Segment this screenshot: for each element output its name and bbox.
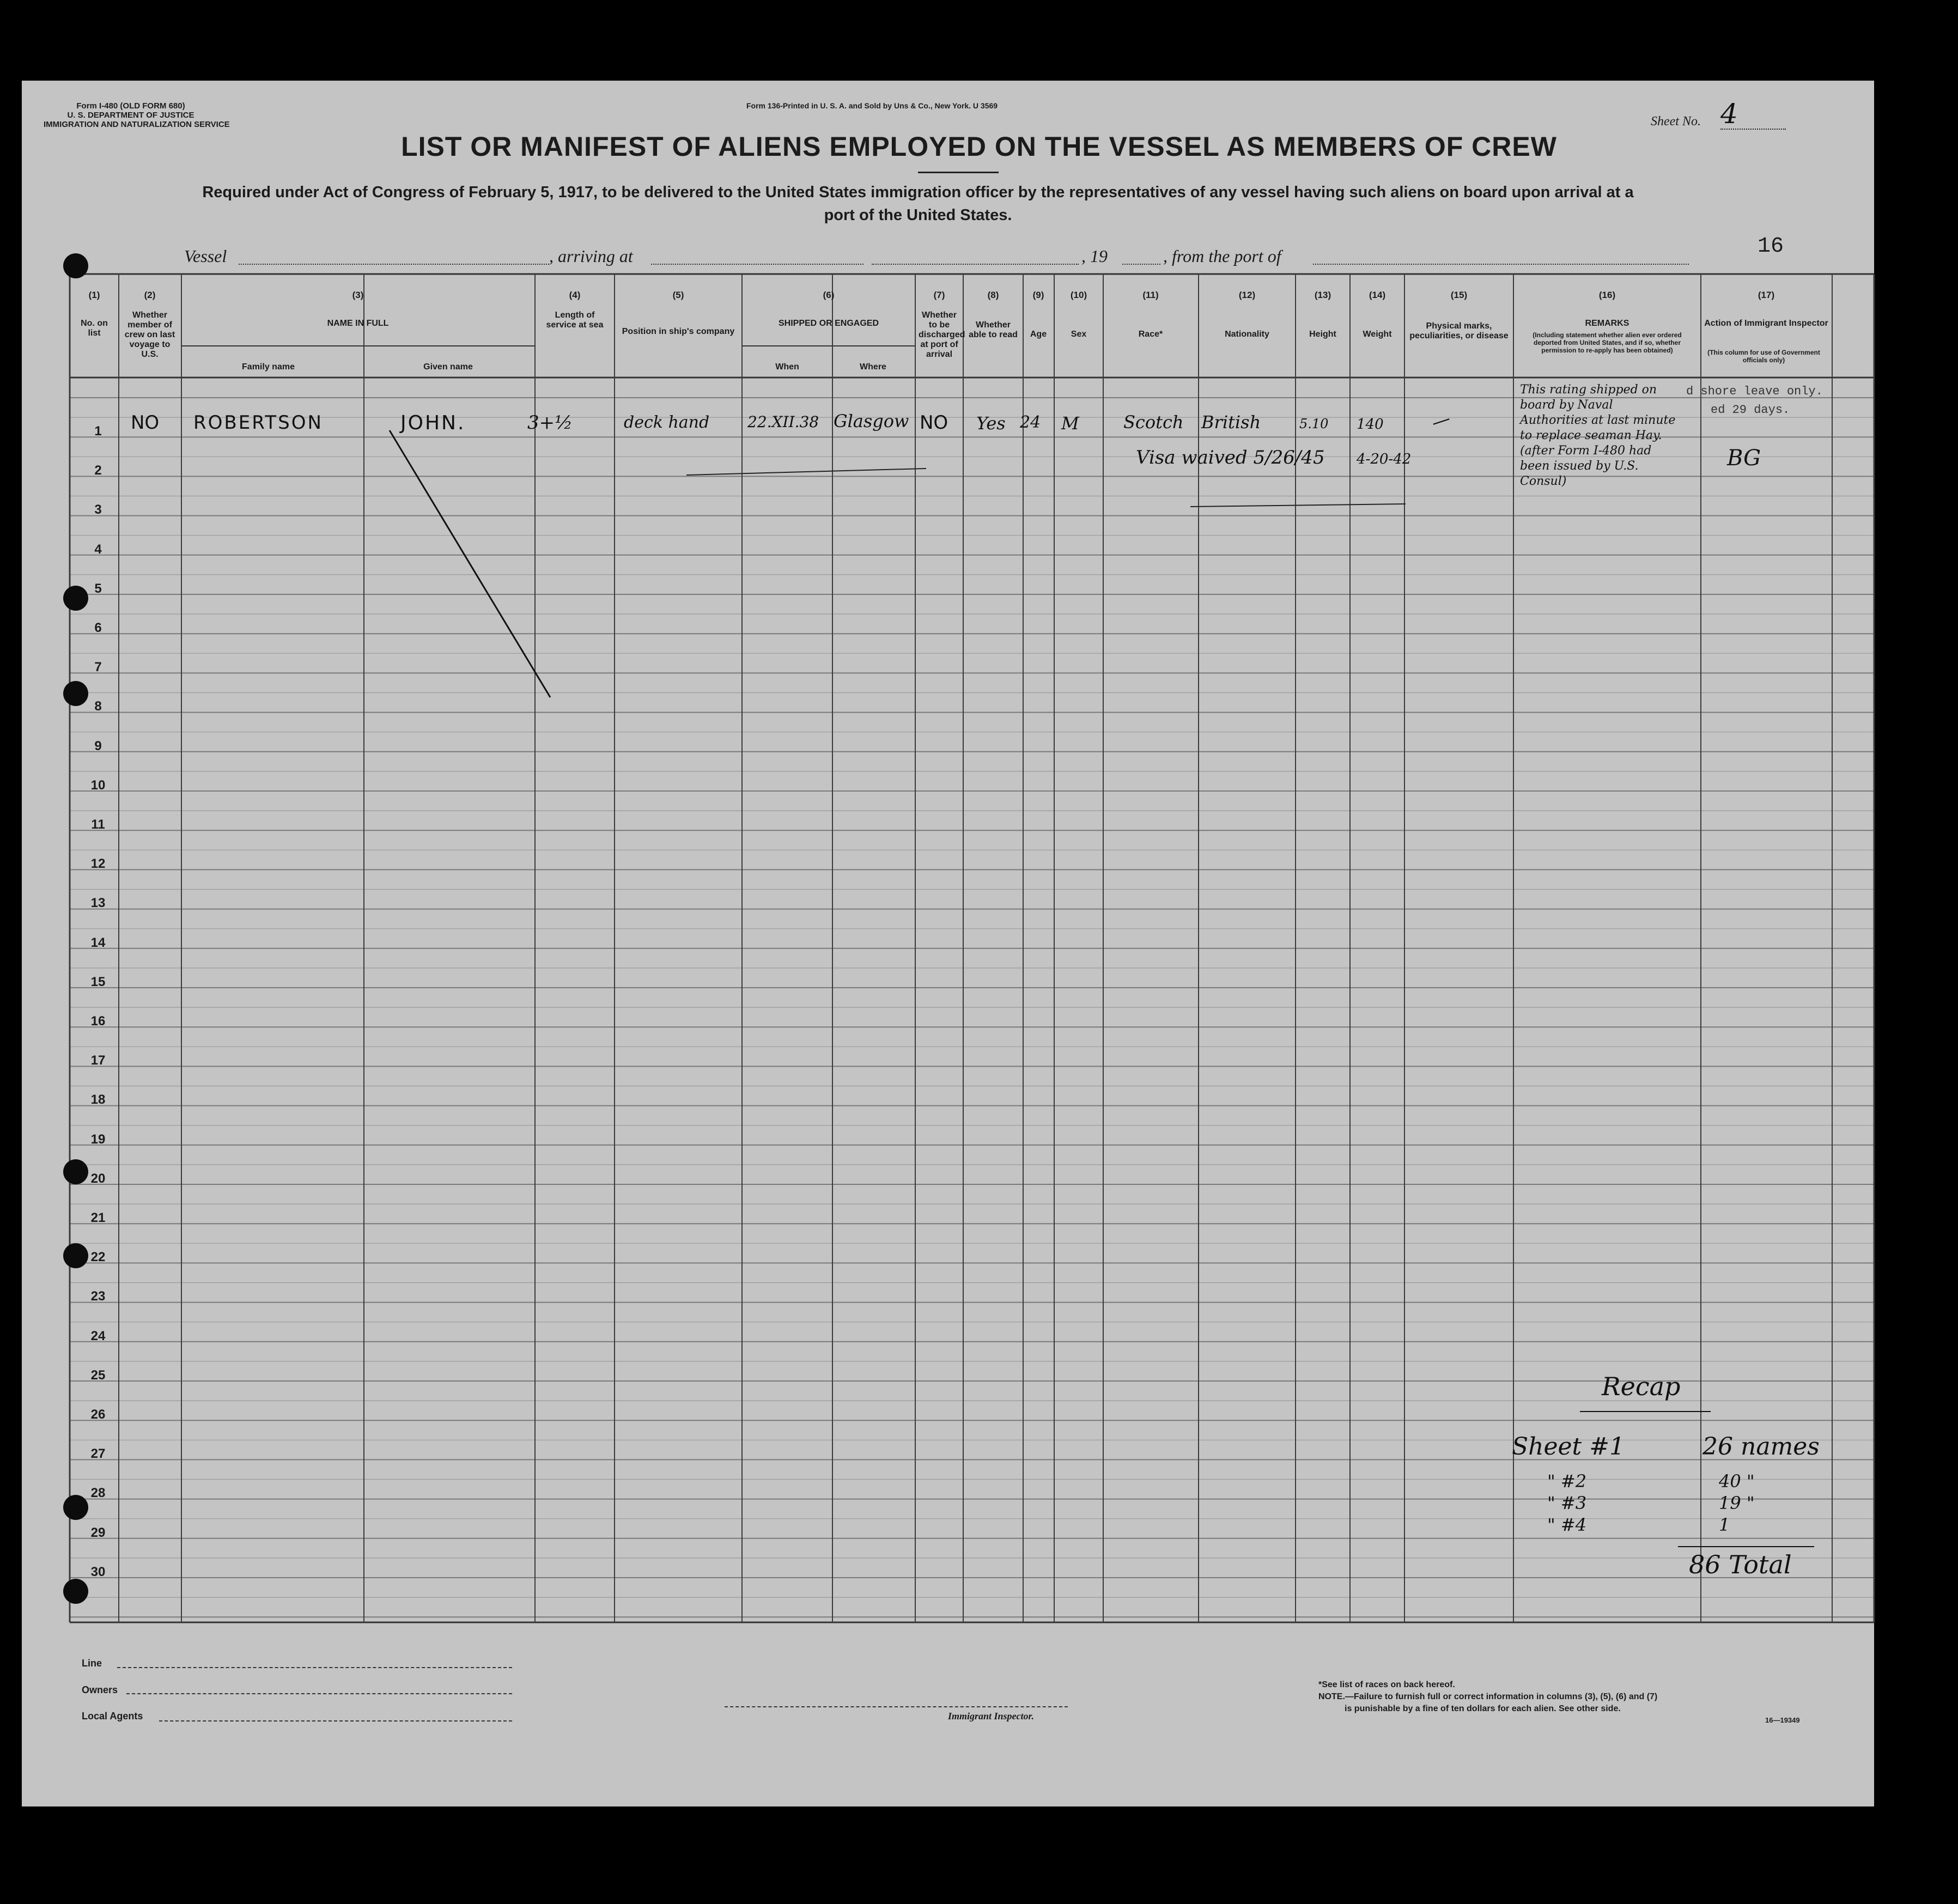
column-number: (2) bbox=[144, 290, 156, 300]
column-number: (7) bbox=[933, 290, 945, 300]
column-number: (14) bbox=[1369, 290, 1386, 300]
inspector-signature-label: Immigrant Inspector. bbox=[948, 1711, 1035, 1721]
row-number: 3 bbox=[94, 502, 102, 518]
recap-line-2-value: 40 " bbox=[1719, 1471, 1755, 1492]
department-name: U. S. DEPARTMENT OF JUSTICE bbox=[67, 111, 194, 120]
arrival-date-field bbox=[872, 264, 1079, 265]
entry-family-name: ROBERTSON bbox=[193, 412, 323, 434]
recap-line-3-label: " #3 bbox=[1547, 1493, 1587, 1513]
punch-hole bbox=[63, 1579, 88, 1604]
note-label: NOTE. bbox=[1318, 1692, 1345, 1701]
column-number: (11) bbox=[1142, 290, 1159, 300]
owners-label: Owners bbox=[82, 1684, 118, 1695]
column-number: (9) bbox=[1032, 290, 1044, 300]
inspector-typed-line-1: d shore leave only. bbox=[1686, 385, 1823, 398]
stamp-number: 16 bbox=[1758, 234, 1784, 259]
row-number: 28 bbox=[90, 1486, 106, 1501]
form-code: 16—19349 bbox=[1765, 1716, 1800, 1724]
local-agents-label: Local Agents bbox=[82, 1711, 143, 1721]
column-label: Race* bbox=[1138, 330, 1163, 339]
recap-total-rule bbox=[1678, 1546, 1814, 1547]
row-number: 8 bbox=[94, 699, 102, 714]
subtitle-line-2: port of the United States. bbox=[824, 206, 1012, 224]
column-number: (5) bbox=[672, 290, 684, 300]
column-number: (3) bbox=[352, 290, 364, 300]
row-number: 21 bbox=[90, 1210, 106, 1225]
recap-total: 86 Total bbox=[1689, 1550, 1792, 1579]
row-number: 23 bbox=[90, 1289, 106, 1304]
column-label: NAME IN FULL bbox=[327, 319, 389, 328]
line-label: Line bbox=[82, 1658, 102, 1669]
visa-waived-note: Visa waived 5/26/45 bbox=[1136, 447, 1325, 469]
footer-notes bbox=[1318, 1679, 1657, 1715]
from-port-label: , from the port of bbox=[1163, 246, 1281, 266]
column-number: (10) bbox=[1070, 290, 1087, 300]
entry-position: deck hand bbox=[624, 413, 710, 432]
vessel-label: Vessel bbox=[184, 246, 227, 266]
inspector-initials: BG bbox=[1727, 446, 1761, 471]
row-number: 20 bbox=[90, 1171, 106, 1186]
recap-line-4-label: " #4 bbox=[1547, 1514, 1587, 1535]
year-label: , 19 bbox=[1081, 246, 1108, 266]
row-number: 14 bbox=[90, 935, 106, 950]
owners-field bbox=[126, 1693, 512, 1694]
column-label: Weight bbox=[1363, 330, 1392, 339]
column-label: Age bbox=[1030, 330, 1047, 339]
row-number: 15 bbox=[90, 974, 106, 989]
row-number: 12 bbox=[90, 856, 106, 872]
row-number: 25 bbox=[90, 1367, 106, 1383]
entry-height: 5.10 bbox=[1299, 416, 1329, 431]
recap-line-1-label: Sheet #1 bbox=[1512, 1433, 1625, 1461]
recap-line-2-label: " #2 bbox=[1547, 1471, 1587, 1492]
column-label: Action of Immigrant Inspector bbox=[1704, 319, 1828, 328]
column-label: Nationality bbox=[1225, 330, 1269, 339]
row-number: 29 bbox=[90, 1525, 106, 1540]
row-number: 26 bbox=[90, 1407, 106, 1422]
entry-read: Yes bbox=[976, 413, 1006, 434]
recap-line-1-value: 26 names bbox=[1702, 1433, 1820, 1461]
row-number: 18 bbox=[90, 1092, 106, 1108]
row-number: 27 bbox=[90, 1446, 106, 1462]
line-field bbox=[117, 1667, 512, 1668]
inspector-note: (This column for use of Government officials only) bbox=[1707, 349, 1820, 364]
row-number: 30 bbox=[90, 1564, 106, 1579]
entry-weight: 140 bbox=[1357, 416, 1384, 433]
column-label: Whether able to read bbox=[969, 320, 1018, 339]
column-label: Whether member of crew on last voyage to U.S. bbox=[124, 311, 175, 359]
column-label: Physical marks, peculiarities, or disease bbox=[1409, 321, 1509, 340]
inspector-signature-field bbox=[725, 1706, 1068, 1707]
recap-title: Recap bbox=[1602, 1372, 1681, 1401]
row-number: 5 bbox=[94, 581, 102, 596]
row-number: 11 bbox=[91, 817, 105, 832]
row-number: 4 bbox=[94, 542, 102, 557]
signature-stroke bbox=[686, 469, 926, 475]
given-name-header: Given name bbox=[423, 362, 473, 372]
remarks-note: (Including statement whether alien ever ordered deported from United States, and if so, whether permission to re-apply has been obtained) bbox=[1533, 331, 1682, 354]
entry-sex: M bbox=[1061, 413, 1079, 434]
row-number: 17 bbox=[90, 1053, 106, 1068]
title-underline bbox=[918, 172, 999, 173]
recap-line-3-value: 19 " bbox=[1719, 1493, 1755, 1513]
entry-service-length: 3+½ bbox=[527, 412, 573, 434]
column-label: Length of service at sea bbox=[546, 311, 604, 330]
row-number: 9 bbox=[94, 738, 102, 753]
form-number: Form I-480 (OLD FORM 680) bbox=[76, 101, 185, 111]
row-number: 7 bbox=[94, 660, 102, 675]
sheet-label: Sheet No. bbox=[1651, 114, 1701, 129]
column-label: Whether to be discharged at port of arrival bbox=[919, 311, 965, 359]
column-number: (6) bbox=[823, 290, 835, 300]
entry-nationality: British bbox=[1201, 412, 1261, 433]
row-number: 24 bbox=[90, 1328, 106, 1343]
entry-when: 22.XII.38 bbox=[747, 413, 819, 431]
page-title: LIST OR MANIFEST OF ALIENS EMPLOYED ON THE VESSEL AS MEMBERS OF CREW bbox=[401, 131, 1557, 162]
service-name: IMMIGRATION AND NATURALIZATION SERVICE bbox=[44, 120, 230, 129]
entry-last-voyage: NO bbox=[131, 412, 160, 434]
inspector-typed-line-2: ed 29 days. bbox=[1711, 403, 1790, 417]
entry-race: Scotch bbox=[1123, 412, 1184, 433]
where-header: Where bbox=[860, 362, 886, 372]
row-number: 19 bbox=[90, 1132, 106, 1147]
local-agents-field bbox=[159, 1720, 512, 1721]
vessel-field bbox=[239, 264, 549, 265]
entry-where: Glasgow bbox=[834, 411, 909, 431]
column-number: (12) bbox=[1238, 290, 1256, 300]
column-number: (8) bbox=[987, 290, 999, 300]
column-label: No. on list bbox=[81, 319, 108, 338]
punch-hole bbox=[63, 253, 88, 278]
subtitle bbox=[60, 181, 1776, 227]
entry-physical: — bbox=[1428, 407, 1454, 434]
column-number: (1) bbox=[88, 290, 100, 300]
recap-line-4-value: 1 bbox=[1719, 1514, 1730, 1535]
entry-discharged: NO bbox=[920, 412, 948, 434]
entry-age: 24 bbox=[1020, 413, 1041, 432]
note-text-2: is punishable by a fine of ten dollars for each alien. See other side. bbox=[1345, 1704, 1621, 1713]
column-label: SHIPPED OR ENGAGED bbox=[778, 319, 879, 328]
subtitle-line-1: Required under Act of Congress of February 5, 1917, to be delivered to the United States immigration officer by the representatives of any vessel having such aliens on board upon arrival at a bbox=[202, 184, 1634, 201]
recap-underline bbox=[1580, 1411, 1711, 1412]
form-header bbox=[44, 101, 230, 129]
row-number: 22 bbox=[90, 1250, 106, 1265]
column-number: (16) bbox=[1598, 290, 1616, 300]
column-number: (15) bbox=[1450, 290, 1468, 300]
row-number: 10 bbox=[90, 777, 106, 793]
entry-remarks: This rating shipped on board by Naval Authorities at last minute to replace seaman Hay. (after Form I-480 had been issued by U.S. Consul) bbox=[1520, 383, 1676, 488]
failure-note bbox=[1318, 1691, 1657, 1703]
entry-given-name: JOHN. bbox=[400, 412, 466, 434]
column-number: (17) bbox=[1758, 290, 1775, 300]
from-port-field bbox=[1313, 264, 1689, 265]
row-number: 13 bbox=[90, 896, 106, 911]
row-number: 6 bbox=[94, 621, 102, 635]
ditto-diagonal-stroke bbox=[390, 430, 550, 697]
sheet-number-line bbox=[1720, 129, 1786, 130]
column-label: REMARKS bbox=[1585, 319, 1629, 328]
year-field bbox=[1122, 264, 1160, 265]
sheet-number: 4 bbox=[1720, 98, 1738, 130]
column-label: Height bbox=[1309, 330, 1336, 339]
note-text-1: —Failure to furnish full or correct information in columns (3), (5), (6) and (7) bbox=[1345, 1692, 1658, 1701]
row-number: 2 bbox=[94, 463, 102, 478]
races-note: *See list of races on back hereof. bbox=[1318, 1680, 1455, 1689]
column-label: Position in ship's company bbox=[622, 327, 735, 336]
column-number: (4) bbox=[569, 290, 581, 300]
column-label: Sex bbox=[1071, 330, 1087, 339]
arriving-at-label: , arriving at bbox=[549, 246, 633, 266]
column-number: (13) bbox=[1314, 290, 1331, 300]
file-reference: 4-20-42 bbox=[1357, 451, 1412, 467]
arriving-at-field bbox=[651, 264, 864, 265]
row-number: 1 bbox=[94, 424, 102, 439]
printer-note: Form 136-Printed in U. S. A. and Sold by Uns & Co., New York. U 3569 bbox=[746, 101, 998, 110]
row-number: 16 bbox=[90, 1014, 106, 1029]
signature-stroke bbox=[1190, 504, 1406, 507]
when-header: When bbox=[775, 362, 799, 372]
family-name-header: Family name bbox=[242, 362, 295, 372]
